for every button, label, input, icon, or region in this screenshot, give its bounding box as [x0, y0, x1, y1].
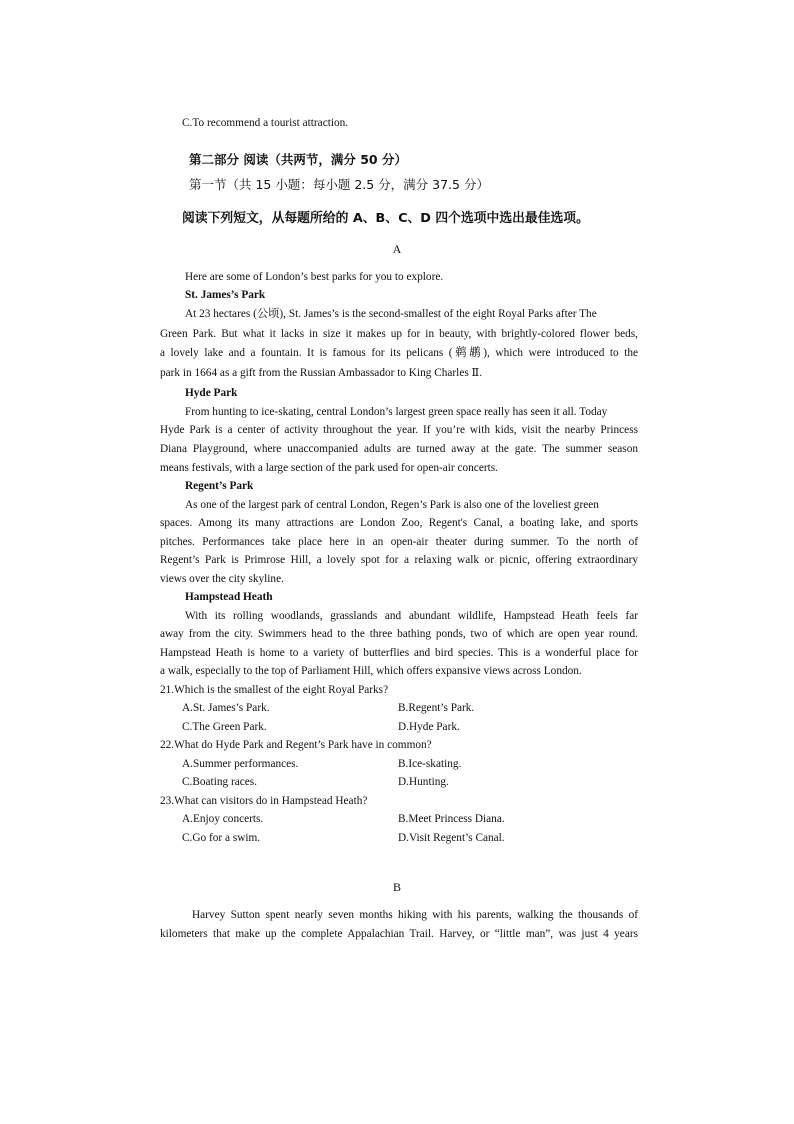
question-22-option-c[interactable]: C.Boating races.: [182, 776, 257, 788]
question-22-option-a[interactable]: A.Summer performances.: [182, 758, 299, 770]
subsection-title: 第一节（共 15 小题：每小题 2.5 分，满分 37.5 分）: [189, 177, 489, 192]
paragraph-line: kilometers that make up the complete Appalachian Trail. Harvey, or “little man”, was just 4 years: [160, 928, 638, 940]
question-21-stem: 21.Which is the smallest of the eight Royal Parks?: [160, 684, 389, 696]
paragraph-line: At 23 hectares (公顷), St. James’s is the second-smallest of the eight Royal Parks after The: [185, 308, 597, 320]
question-22-stem: 22.What do Hyde Park and Regent’s Park have in common?: [160, 739, 432, 751]
park-heading-regents: Regent’s Park: [185, 480, 254, 492]
passage-a-intro: Here are some of London’s best parks for you to explore.: [185, 271, 444, 283]
question-21-option-b[interactable]: B.Regent’s Park.: [398, 702, 475, 714]
paragraph-line: Harvey Sutton spent nearly seven months hiking with his parents, walking the thousands of: [192, 909, 638, 921]
park-heading-st-james: St. James’s Park: [185, 289, 266, 301]
park-heading-hyde: Hyde Park: [185, 387, 238, 399]
paragraph-line: Regent’s Park is Primrose Hill, a lovely spot for a relaxing walk or picnic, offering extraordinary: [160, 554, 638, 566]
paragraph-line: means festivals, with a large section of the park used for open-air concerts.: [160, 462, 498, 474]
paragraph-line: From hunting to ice-skating, central London’s largest green space really has seen it all. Today: [185, 406, 608, 418]
paragraph-line: park in 1664 as a gift from the Russian Ambassador to King Charles Ⅱ.: [160, 367, 483, 379]
question-21-option-c[interactable]: C.The Green Park.: [182, 721, 267, 733]
question-22-option-b[interactable]: B.Ice-skating.: [398, 758, 462, 770]
paragraph-line: spaces. Among its many attractions are London Zoo, Regent's Canal, a boating lake, and sports: [160, 517, 638, 529]
question-23-stem: 23.What can visitors do in Hampstead Heath?: [160, 795, 368, 807]
previous-option-c: C.To recommend a tourist attraction.: [182, 117, 349, 129]
question-23-option-b[interactable]: B.Meet Princess Diana.: [398, 813, 505, 825]
instruction: 阅读下列短文，从每题所给的 A、B、C、D 四个选项中选出最佳选项。: [182, 211, 589, 226]
paragraph-line: Hyde Park is a center of activity throughout the year. If you’re with kids, visit the nearby Princess: [160, 424, 638, 436]
paragraph-line: Diana Playground, where unaccompanied adults are turned away at the gate. The summer season: [160, 443, 638, 455]
section-title: 第二部分 阅读（共两节，满分 50 分）: [189, 152, 407, 167]
question-23-option-d[interactable]: D.Visit Regent’s Canal.: [398, 832, 505, 844]
paragraph-line: views over the city skyline.: [160, 573, 284, 585]
paragraph-line: a walk, especially to the top of Parliament Hill, which offers expansive views across London.: [160, 665, 582, 677]
paragraph-line: Hampstead Heath is home to a variety of butterflies and bird species. This is a wonderful place for: [160, 647, 638, 659]
passage-b-label: B: [392, 880, 401, 894]
question-22-option-d[interactable]: D.Hunting.: [398, 776, 449, 788]
paragraph-line: As one of the largest park of central London, Regen’s Park is also one of the loveliest green: [185, 499, 599, 511]
paragraph-line: Green Park. But what it lacks in size it makes up for in beauty, with brightly-colored flower beds,: [160, 328, 638, 340]
paragraph-line: a lovely lake and a fountain. It is famous for its pelicans (鹈鹕), which were introduced to the: [160, 347, 638, 359]
passage-a-label: A: [392, 242, 402, 256]
park-heading-hampstead: Hampstead Heath: [185, 591, 273, 603]
question-23-option-c[interactable]: C.Go for a swim.: [182, 832, 261, 844]
question-21-option-a[interactable]: A.St. James’s Park.: [182, 702, 270, 714]
paragraph-line: pitches. Performances take place here in an open-air theater during summer. To the north of: [160, 536, 638, 548]
paragraph-line: away from the city. Swimmers head to the three bathing ponds, two of which are open year round.: [160, 628, 638, 640]
question-21-option-d[interactable]: D.Hyde Park.: [398, 721, 460, 733]
paragraph-line: With its rolling woodlands, grasslands and abundant wildlife, Hampstead Heath feels far: [185, 610, 638, 622]
question-23-option-a[interactable]: A.Enjoy concerts.: [182, 813, 264, 825]
